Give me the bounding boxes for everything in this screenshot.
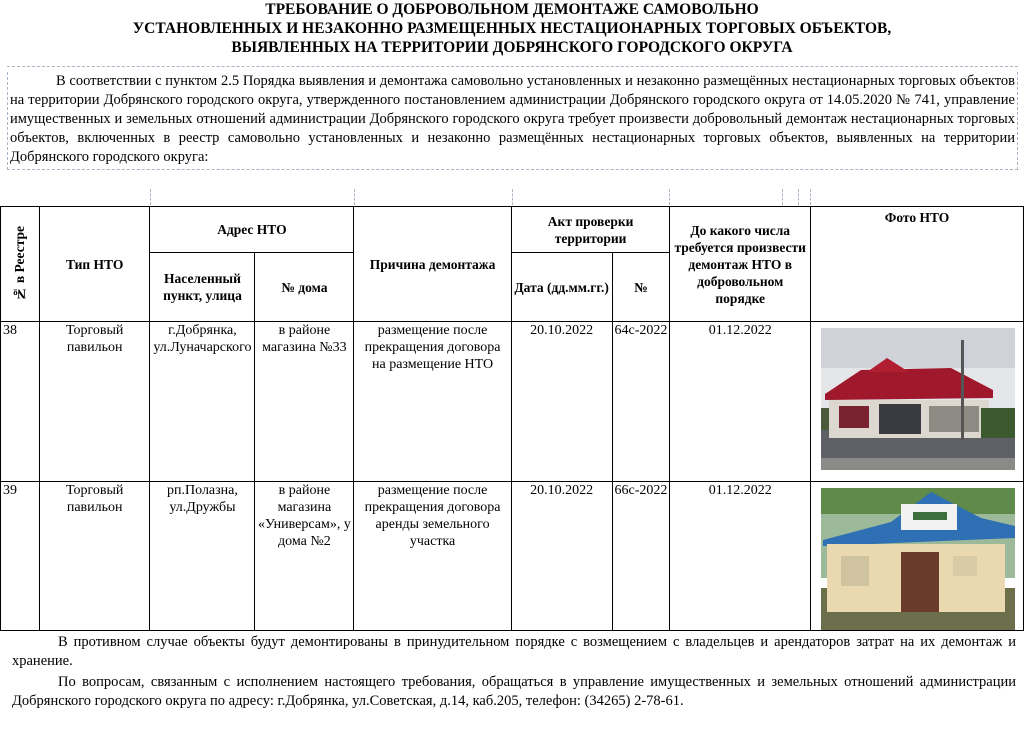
footer-paragraph-2-box xyxy=(12,673,1016,711)
intro-frame-top xyxy=(7,66,1018,68)
title-line-2: УСТАНОВЛЕННЫХ И НЕЗАКОННО РАЗМЕЩЕННЫХ НЕСТАЦИОНАРНЫХ ТОРГОВЫХ ОБЪЕКТОВ, xyxy=(132,20,892,37)
cell-date: 20.10.2022 xyxy=(511,322,612,482)
table-guide xyxy=(798,189,799,205)
title-line-3: ВЫЯВЛЕННЫХ НА ТЕРРИТОРИИ ДОБРЯНСКОГО ГОРОДСКОГО ОКРУГА xyxy=(231,39,793,56)
intro-paragraph: В соответствии с пунктом 2.5 Порядка выявления и демонтажа самовольно установленных и незаконно размещённых нестационарных торговых объектов на территории Добрянского городского округа, утвержденного постановлением администрации Добрянского городского округа от 14.05.2020 № 741, управление имущественных и земельных отношений администрации Добрянского городского округа требует произвести добровольный демонтаж нестационарных торговых объектов, включенных в реестр самовольно установленных и незаконно размещённых нестационарных торговых объектов, выявленных на территории Добрянского городского округа: xyxy=(10,73,1015,165)
header-date: Дата (дд.мм.гг.) xyxy=(511,253,612,322)
pavilion-photo-39 xyxy=(821,488,1015,630)
cell-settlement: рп.Полазна, ул.Дружбы xyxy=(150,482,255,631)
table-guide xyxy=(810,189,811,205)
register-table xyxy=(0,206,1024,631)
cell-deadline: 01.12.2022 xyxy=(670,482,811,631)
document-title xyxy=(0,0,1024,57)
cell-reason: размещение после прекращения договора аренды земельного участка xyxy=(354,482,511,631)
table-guide xyxy=(669,189,670,205)
footer-paragraph-1-box xyxy=(12,633,1016,671)
table-row xyxy=(1,482,1024,631)
cell-act-num: 66с-2022 xyxy=(612,482,670,631)
header-num: № в Реестре xyxy=(1,207,40,322)
table-row xyxy=(1,322,1024,482)
header-act-num: № xyxy=(612,253,670,322)
cell-house: в районе магазина «Универсам», у дома №2 xyxy=(255,482,354,631)
table-guide xyxy=(782,189,783,205)
table-guide xyxy=(512,189,513,205)
cell-num: 38 xyxy=(1,322,40,482)
header-house: № дома xyxy=(255,253,354,322)
header-type: Тип НТО xyxy=(39,207,150,322)
cell-type: Торговый павильон xyxy=(39,482,150,631)
footer-paragraph-1: В противном случае объекты будут демонтированы в принудительном порядке с возмещением с владельцев и арендаторов затрат на их демонтаж и хранение. xyxy=(12,634,1016,669)
cell-num: 39 xyxy=(1,482,40,631)
cell-act-num: 64с-2022 xyxy=(612,322,670,482)
cell-photo xyxy=(811,322,1024,482)
header-act: Акт проверки территории xyxy=(511,207,670,253)
pavilion-photo-38 xyxy=(821,328,1015,470)
cell-date: 20.10.2022 xyxy=(511,482,612,631)
header-reason: Причина демонтажа xyxy=(354,207,511,322)
header-address: Адрес НТО xyxy=(150,207,354,253)
title-line-1: ТРЕБОВАНИЕ О ДОБРОВОЛЬНОМ ДЕМОНТАЖЕ САМОВОЛЬНО xyxy=(265,1,759,18)
cell-type: Торговый павильон xyxy=(39,322,150,482)
cell-house: в районе магазина №33 xyxy=(255,322,354,482)
cell-reason: размещение после прекращения договора на размещение НТО xyxy=(354,322,511,482)
header-deadline: До какого числа требуется произвести демонтаж НТО в добровольном порядке xyxy=(670,207,811,322)
footer-paragraph-2: По вопросам, связанным с исполнением настоящего требования, обращаться в управление имущественных и земельных отношений администрации Добрянского городского округа по адресу: г.Добрянка, ул.Советская, д.14, каб.205, телефон: (34265) 2-78-61. xyxy=(12,674,1016,709)
cell-photo xyxy=(811,482,1024,631)
cell-settlement: г.Добрянка, ул.Луначарского xyxy=(150,322,255,482)
header-settlement: Населенный пункт, улица xyxy=(150,253,255,322)
intro-paragraph-box xyxy=(7,72,1018,170)
table-guide xyxy=(354,189,355,205)
header-photo: Фото НТО xyxy=(811,207,1024,322)
cell-deadline: 01.12.2022 xyxy=(670,322,811,482)
table-guide xyxy=(150,189,151,205)
